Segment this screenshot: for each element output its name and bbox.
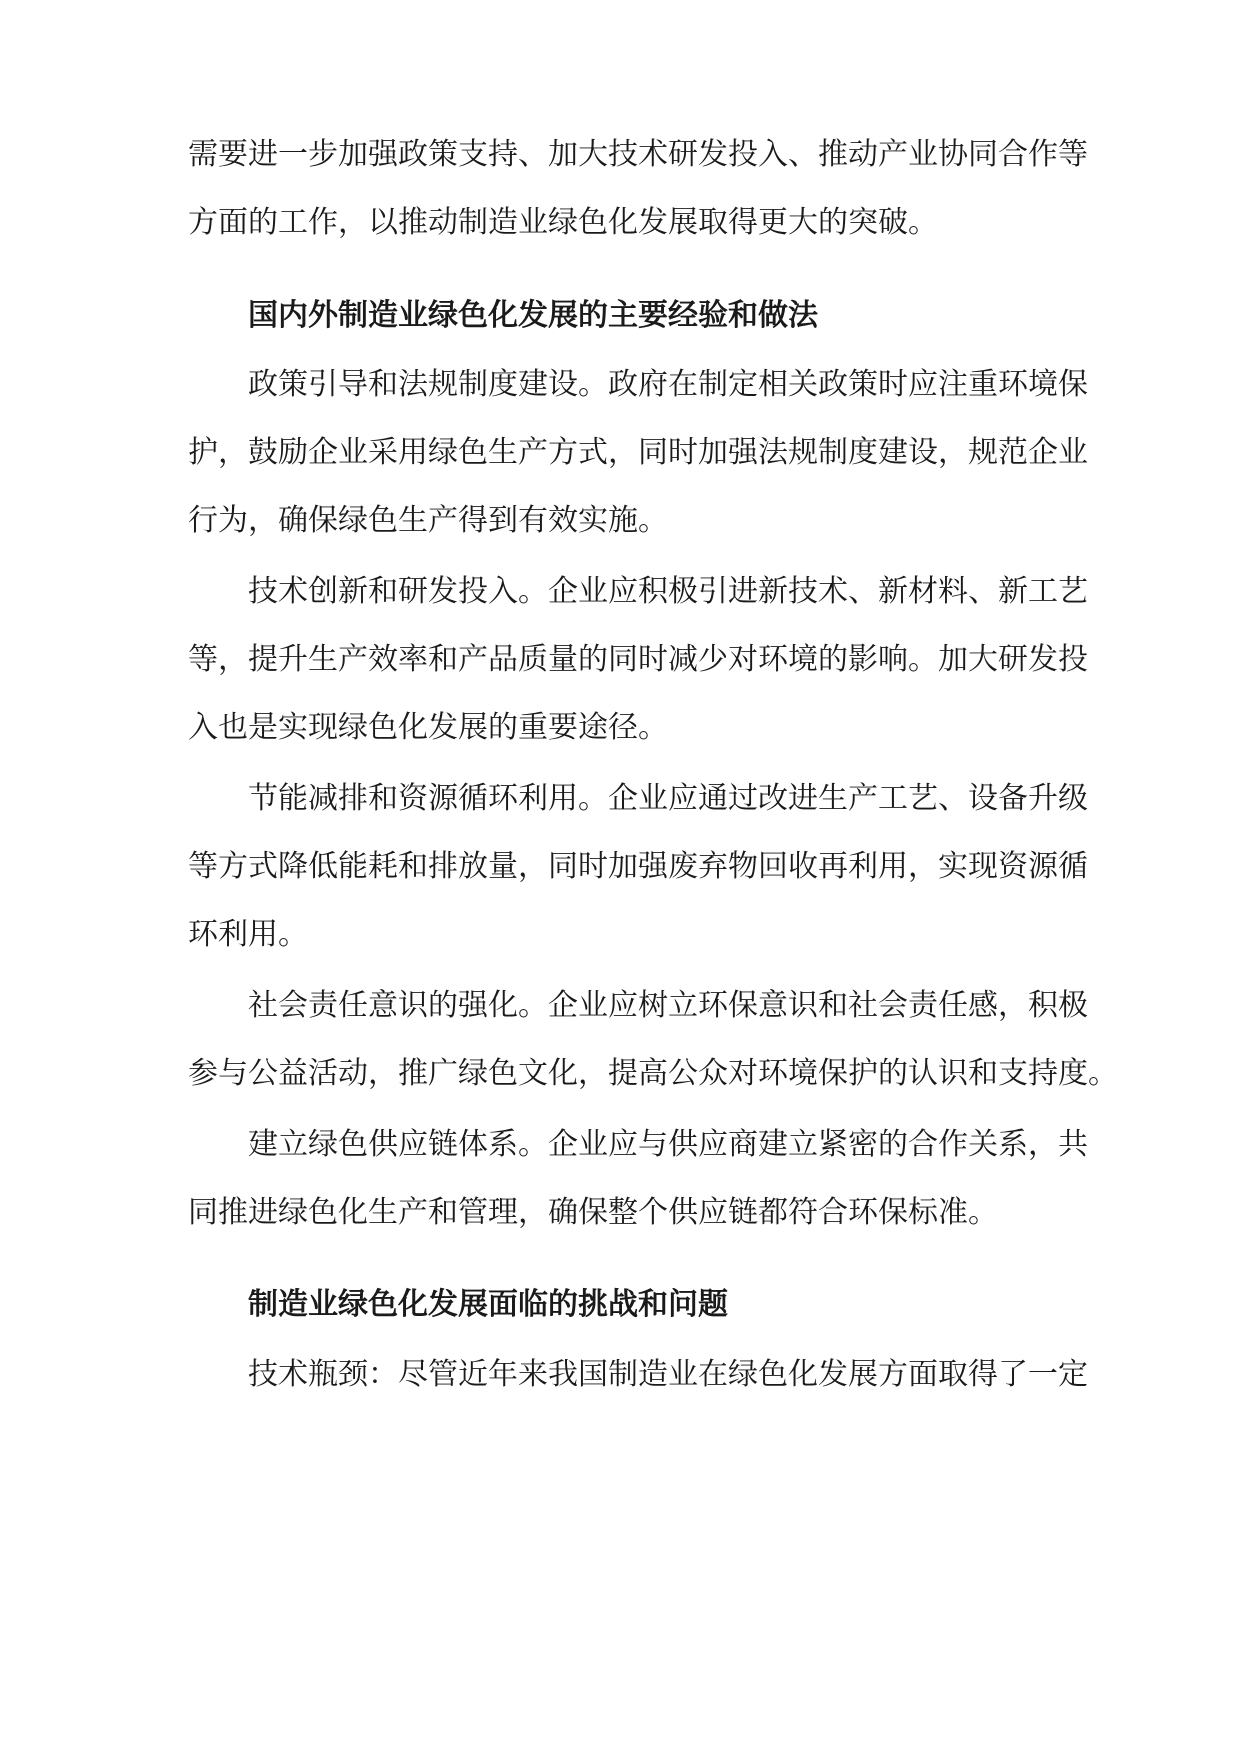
paragraph-line: 等方式降低能耗和排放量，同时加强废弃物回收再利用，实现资源循 bbox=[188, 849, 1088, 884]
paragraph-line: 社会责任意识的强化。企业应树立环保意识和社会责任感，积极 bbox=[248, 988, 1088, 1023]
section-heading: 制造业绿色化发展面临的挑战和问题 bbox=[248, 1287, 728, 1322]
paragraph-line: 同推进绿色化生产和管理，确保整个供应链都符合环保标准。 bbox=[188, 1195, 998, 1230]
paragraph-line: 需要进一步加强政策支持、加大技术研发投入、推动产业协同合作等 bbox=[188, 137, 1088, 172]
paragraph-line: 节能减排和资源循环利用。企业应通过改进生产工艺、设备升级 bbox=[248, 781, 1088, 816]
paragraph-line: 方面的工作，以推动制造业绿色化发展取得更大的突破。 bbox=[188, 205, 938, 240]
paragraph-line: 技术瓶颈：尽管近年来我国制造业在绿色化发展方面取得了一定 bbox=[248, 1357, 1088, 1392]
paragraph-line: 入也是实现绿色化发展的重要途径。 bbox=[188, 710, 668, 745]
paragraph-line: 建立绿色供应链体系。企业应与供应商建立紧密的合作关系，共 bbox=[248, 1127, 1088, 1162]
paragraph-line: 参与公益活动，推广绿色文化，提高公众对环境保护的认识和支持度。 bbox=[188, 1056, 1118, 1091]
section-heading: 国内外制造业绿色化发展的主要经验和做法 bbox=[248, 298, 818, 333]
paragraph-line: 等，提升生产效率和产品质量的同时减少对环境的影响。加大研发投 bbox=[188, 642, 1088, 677]
paragraph-line: 行为，确保绿色生产得到有效实施。 bbox=[188, 503, 668, 538]
paragraph-line: 护，鼓励企业采用绿色生产方式，同时加强法规制度建设，规范企业 bbox=[188, 435, 1088, 470]
paragraph-line: 技术创新和研发投入。企业应积极引进新技术、新材料、新工艺 bbox=[248, 574, 1088, 609]
paragraph-line: 政策引导和法规制度建设。政府在制定相关政策时应注重环境保 bbox=[248, 367, 1088, 402]
paragraph-line: 环利用。 bbox=[188, 917, 308, 952]
